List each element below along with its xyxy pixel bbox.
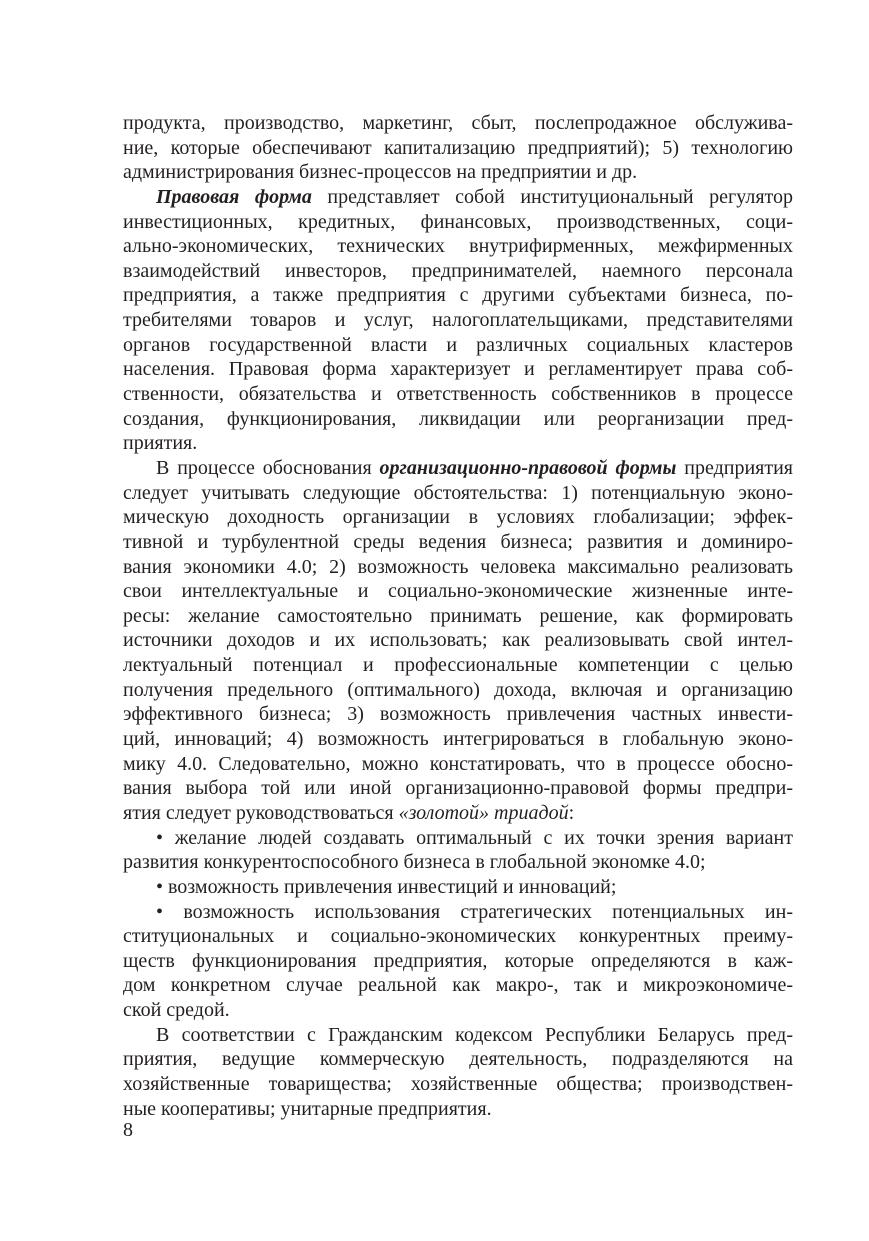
text-line <box>123 382 793 407</box>
text-line <box>123 160 793 185</box>
text-run: ций, инноваций; 4) возможность интегрироваться в глобальную эконо- <box>123 728 793 751</box>
text-run: администрирования бизнес-процессов на предприятии и др. <box>123 161 638 184</box>
page-body-text <box>123 111 793 1121</box>
text-line <box>123 1072 793 1097</box>
text-line <box>123 949 793 974</box>
text-line <box>123 678 793 703</box>
text-run: В процессе обоснования <box>156 456 380 479</box>
text-line <box>123 210 793 235</box>
text-line <box>123 530 793 555</box>
text-line <box>123 333 793 358</box>
text-line <box>123 875 793 900</box>
text-run: свои интеллектуальные и социально-экономические жизненные инте- <box>123 580 793 603</box>
text-line <box>123 456 793 481</box>
text-run: продукта, производство, маркетинг, сбыт, послепродажное обслужива- <box>123 112 793 134</box>
text-run: органов государственной власти и различных социальных кластеров <box>123 333 793 356</box>
text-run: ние, которые обеспечивают капитализацию предприятий); 5) технологию <box>123 136 793 159</box>
text-run: • возможность привлечения инвестиций и инноваций; <box>156 875 617 898</box>
text-run: : <box>568 801 575 824</box>
text-run: ществ функционирования предприятия, которые определяются в каж- <box>123 949 793 972</box>
text-run: приятия, ведущие коммерческую деятельность, подразделяются на <box>123 1048 793 1071</box>
text-run: • возможность использования стратегических потенциальных ин- <box>156 900 793 923</box>
text-run: развития конкурентоспособного бизнеса в глобальной экономке 4.0; <box>123 851 706 874</box>
text-line <box>123 801 793 826</box>
text-line <box>123 357 793 382</box>
text-line <box>123 752 793 777</box>
text-run: вания экономики 4.0; 2) возможность человека максимально реализовать <box>123 555 793 578</box>
text-run: представляет собой институциональный регулятор <box>311 185 793 208</box>
text-run: следует учитывать следующие обстоятельства: 1) потенциальную эконо- <box>123 481 793 504</box>
text-line <box>123 924 793 949</box>
text-run: источники доходов и их использовать; как реализовывать свой интел- <box>123 629 793 652</box>
text-line <box>123 481 793 506</box>
text-line <box>123 727 793 752</box>
emphasized-term: организационно-правовой формы <box>379 456 677 479</box>
text-run: В соответствии с Гражданским кодексом Республики Беларусь пред- <box>156 1023 793 1046</box>
text-line <box>123 185 793 210</box>
text-run: мическую доходность организации в условиях глобализации; эффек- <box>123 506 793 529</box>
italic-phrase: «золотой» триадой <box>398 801 569 824</box>
text-line <box>123 555 793 580</box>
text-run: приятия. <box>123 432 198 455</box>
text-run: предприятия <box>676 456 793 479</box>
text-run: • желание людей создавать оптимальный с их точки зрения вариант <box>156 826 793 849</box>
text-line <box>123 628 793 653</box>
emphasized-term: Правовая форма <box>156 185 312 208</box>
text-run: ституциональных и социально-экономических конкурентных преиму- <box>123 925 793 948</box>
text-run: населения. Правовая форма характеризует и регламентирует права соб- <box>123 358 793 381</box>
text-line <box>123 653 793 678</box>
text-run: тивной и турбулентной среды ведения бизнеса; развития и доминиро- <box>123 530 793 553</box>
text-run: ственности, обязательства и ответственность собственников в процессе <box>123 383 793 406</box>
text-run: лектуальный потенциал и профессиональные компетенции с целью <box>123 654 793 677</box>
text-line <box>123 998 793 1023</box>
text-run: вания выбора той или иной организационно-правовой формы предпри- <box>123 777 793 800</box>
text-run: мику 4.0. Следовательно, можно констатировать, что в процессе обосно- <box>123 752 793 775</box>
text-run: инвестиционных, кредитных, финансовых, производственных, соци- <box>123 210 793 233</box>
text-run: ятия следует руководствоваться <box>123 801 399 824</box>
text-run: хозяйственные товарищества; хозяйственные общества; производствен- <box>123 1072 793 1095</box>
text-line <box>123 973 793 998</box>
text-line <box>123 1047 793 1072</box>
text-line <box>123 505 793 530</box>
text-line <box>123 431 793 456</box>
text-line <box>123 604 793 629</box>
text-line <box>123 308 793 333</box>
text-line <box>123 1097 793 1122</box>
text-line <box>123 234 793 259</box>
text-line <box>123 407 793 432</box>
text-run: взаимодействий инвесторов, предпринимателей, наемного персонала <box>123 259 793 282</box>
text-line <box>123 1023 793 1048</box>
text-run: дом конкретном случае реальной как макро-, так и микроэкономиче- <box>123 974 793 997</box>
text-run: ные кооперативы; унитарные предприятия. <box>123 1097 492 1120</box>
text-line <box>123 900 793 925</box>
page-number: 8 <box>123 1119 133 1141</box>
text-run: эффективного бизнеса; 3) возможность привлечения частных инвести- <box>123 703 793 726</box>
text-run: ской средой. <box>123 999 230 1022</box>
text-line <box>123 579 793 604</box>
text-line <box>123 136 793 161</box>
text-run: получения предельного (оптимального) дохода, включая и организацию <box>123 678 793 701</box>
text-line <box>123 259 793 284</box>
text-line <box>123 826 793 851</box>
text-line <box>123 283 793 308</box>
text-run: предприятия, а также предприятия с другими субъектами бизнеса, по- <box>123 284 793 307</box>
text-line <box>123 776 793 801</box>
text-run: ресы: желание самостоятельно принимать решение, как формировать <box>123 604 793 627</box>
text-run: требителями товаров и услуг, налогоплательщиками, представителями <box>123 309 793 332</box>
text-run: создания, функционирования, ликвидации или реорганизации пред- <box>123 407 793 430</box>
text-run: ально-экономических, технических внутрифирменных, межфирменных <box>123 235 793 258</box>
text-line <box>123 850 793 875</box>
text-line <box>123 702 793 727</box>
text-line <box>123 111 793 136</box>
